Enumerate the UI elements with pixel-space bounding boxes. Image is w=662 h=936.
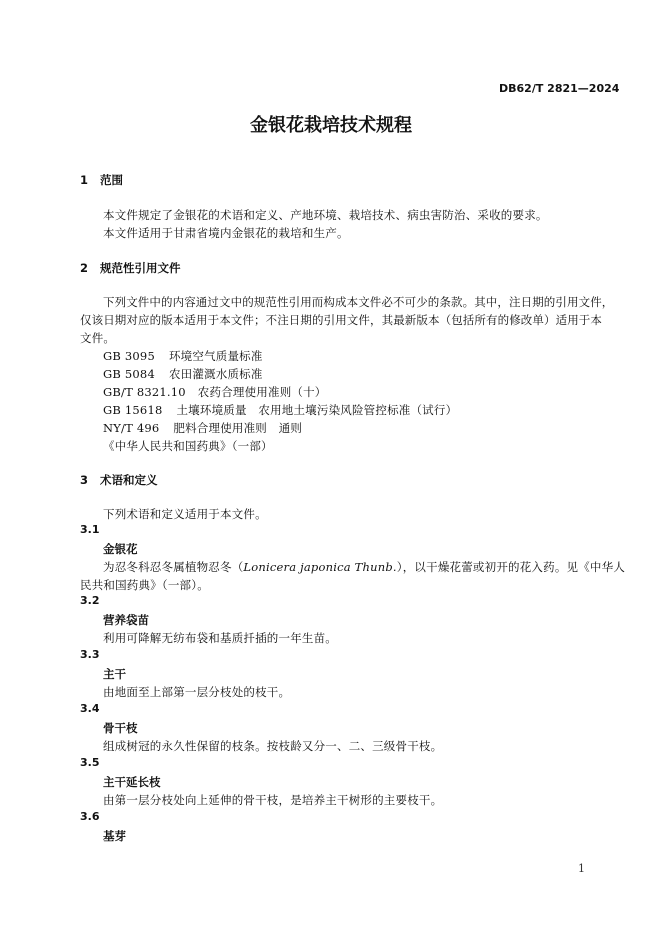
reference-item	[103, 420, 302, 436]
section-title: 规范性引用文件	[100, 261, 181, 275]
term-definition: 为忍冬科忍冬属植物忍冬（Lonicera japonica Thunb.），以干燥花蕾或初开的花入药。见《中华人	[103, 560, 626, 574]
term-definition: 组成树冠的永久性保留的枝条。按枝龄又分一、二、三级骨干枝。	[103, 739, 443, 753]
paragraph: 本文件规定了金银花的术语和定义、产地环境、栽培技术、病虫害防治、采收的要求。	[103, 208, 548, 222]
section-number: 2	[80, 261, 89, 275]
reference-code: GB 5084	[103, 367, 155, 381]
reference-item	[103, 348, 263, 364]
paragraph-line: 仅该日期对应的版本适用于本文件；不注日期的引用文件，其最新版本（包括所有的修改单）适用于本	[80, 313, 602, 327]
latin-name: Lonicera japonica Thunb.	[243, 560, 397, 574]
term-name: 主干	[103, 667, 126, 681]
paragraph-line: 下列文件中的内容通过文中的规范性引用而构成本文件必不可少的条款。其中，注日期的引用文件，	[103, 295, 614, 309]
term-name: 营养袋苗	[103, 613, 149, 627]
reference-code: GB 15618	[103, 403, 163, 417]
reference-name: 土壤环境质量 农用地土壤污染风险管控标准（试行）	[176, 403, 458, 417]
term-number: 3.6	[80, 810, 100, 823]
reference-name: 肥料合理使用准则 通则	[173, 421, 303, 435]
reference-item	[103, 384, 327, 400]
term-number: 3.1	[80, 523, 100, 536]
reference-name: 农田灌溉水质标准	[168, 367, 263, 381]
section-1-heading	[80, 172, 123, 188]
reference-code: GB 3095	[103, 349, 155, 363]
paragraph-line: 文件。	[80, 331, 116, 345]
reference-item	[103, 402, 457, 418]
section-number: 3	[80, 473, 89, 487]
term-number: 3.4	[80, 702, 100, 715]
term-name: 主干延长枝	[103, 775, 161, 789]
term-name: 骨干枝	[103, 721, 138, 735]
standard-code: DB62/T 2821—2024	[499, 82, 620, 95]
section-title: 范围	[100, 173, 124, 187]
reference-item	[103, 366, 263, 382]
section-3-heading	[80, 472, 158, 488]
term-definition: 由地面至上部第一层分枝处的枝干。	[103, 685, 291, 699]
term-number: 3.3	[80, 648, 100, 661]
reference-name: 农药合理使用准则（十）	[197, 385, 327, 399]
term-definition-continued: 民共和国药典》（一部）。	[80, 578, 209, 592]
paragraph: 本文件适用于甘肃省境内金银花的栽培和生产。	[103, 226, 349, 240]
reference-name: 环境空气质量标准	[168, 349, 263, 363]
section-2-heading	[80, 260, 181, 276]
section-number: 1	[80, 173, 89, 187]
reference-item: 《中华人民共和国药典》（一部）	[103, 439, 273, 453]
term-number: 3.5	[80, 756, 100, 769]
section-title: 术语和定义	[100, 473, 158, 487]
page-number: 1	[578, 862, 585, 875]
paragraph: 下列术语和定义适用于本文件。	[103, 507, 267, 521]
term-number: 3.2	[80, 594, 100, 607]
term-name: 基芽	[103, 829, 126, 843]
reference-code: GB/T 8321.10	[103, 385, 186, 399]
document-title: 金银花栽培技术规程	[250, 115, 412, 136]
term-definition: 由第一层分枝处向上延伸的骨干枝，是培养主干树形的主要枝干。	[103, 793, 443, 807]
reference-code: NY/T 496	[103, 421, 160, 435]
term-name: 金银花	[103, 542, 138, 556]
term-definition: 利用可降解无纺布袋和基质扦插的一年生苗。	[103, 631, 337, 645]
